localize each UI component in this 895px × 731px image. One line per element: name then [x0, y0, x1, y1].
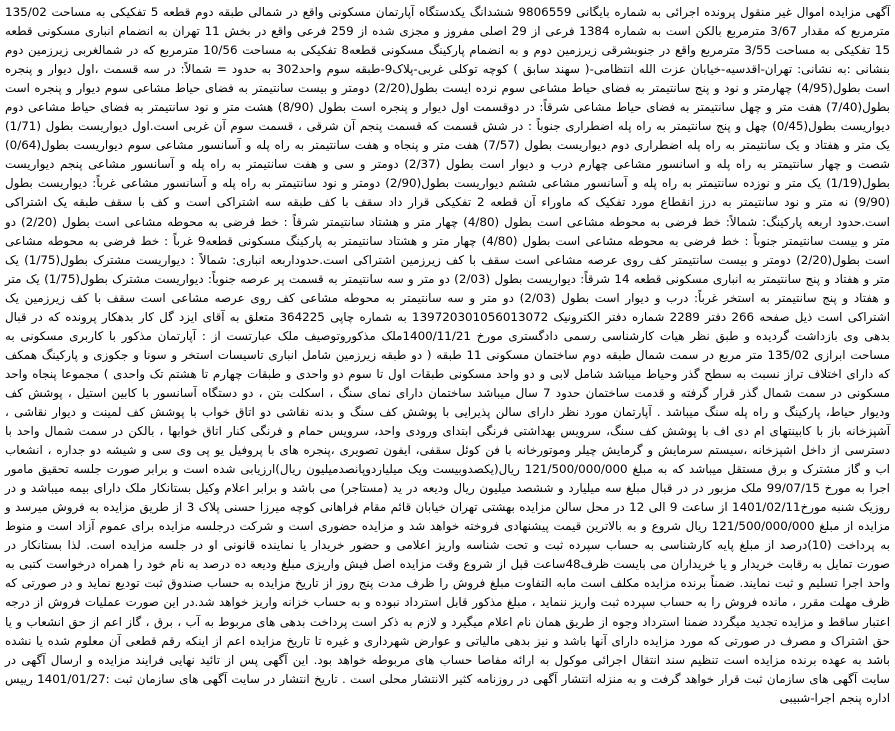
auction-notice-text: آگهی مزایده اموال غیر منقول پرونده اجرائی به شماره بایگانی 9806559 ششدانگ یکدستگاه آپارتمان مسکونی واقع در شمالی طبقه دوم قطعه 5 تفکیکی به مساحت 135/02 مترمربع که مقدار 3/67 مترمربع بالکن است به شماره 1384 فرعی از 29 اصلی مفروز و مجزی شده از 259 فرعی واقع در بخش 11 تهران به انضمام انباری مسکونی قطعه 15 تفکیکی به مساحت 3/55 مترمربع واقع در جنوبشرقی زیرزمین دوم و به انضمام پارکینگ مسکونی قطعه8 تفکیکی به مساحت 10/56 مترمربع که در شمالغربی زیرزمین دوم بنشانی :به نشانی: تهران-اقدسیه-خیابان عزت الله انتظامی-( سهند سابق ) کوچه توکلی غربی-پلاک9-طبقه سوم واحد302 به حدود = شمالاً: در سه قسمت ،اول دیوار و پنجره است بطول(4/95) چهارمتر و نود و پنج سانتیمتر به فضای حیاط مشاعی سوم نرده ایست بطول(2/20) دومتر و بیست سانتیمتر به فضای حیاط مشاعی سوم دیوار و پنجره است بطول(7/40) هفت متر و چهل سانتیمتر به فضای حیاط مشاعی شرقاً: در دوقسمت اول دیوار و پنجره است بطول (8/90) هشت متر و نود سانتیمتر به فضای حیاط مشاعی دوم دیواریست بطول(0/45) چهل و پنج سانتیمتر به راه پله اضطراری جنوباً : در شش قسمت که قسمت پنجم آن شرقی ، قسمت سوم آن غربی است.اول دیواریست بطول (1/71) یک متر و هفتاد و یک سانتیمتر به راه پله اضطراری دوم دیواریست بطول (7/57) هفت متر و پنجاه و هفت سانتیمتر به راه پله و آسانسور مشاعی سوم دیواریست بطول(0/64) شصت و چهار سانتیمتر به راه پله و اسانسور مشاعی چهارم درب و دیوار است بطول (2/37) دومتر و سی و هفت سانتیمتر به راه پله و آسانسور مشاعی پنجم دیواریست بطول(1/19) یک متر و نوزده سانتیمتر به راه پله و آسانسور مشاعی ششم دیواریست بطول(2/90) دومتر و نود سانتیمتر به راه پله و آسانسور مشاعی غرباً: دیواریست بطول (9/90) نه متر و نود سانتیمتر به درز انقطاع مورد تفکیک که ماوراء آن قطعه 2 تفکیکی قرار داد سقف با کف طبقه سه اشتراکی است و کف با سقف طبقه یک اشتراکی است.حدود اربعه پارکینگ: شمالاً: خط فرضی به محوطه مشاعی است بطول (4/80) چهار متر و هشتاد سانتیمتر شرقاً : خط فرضی به محوطه مشاعی است بطول (2/20) دو متر و بیست سانتیمتر جنوباً : خط فرضی به محوطه مشاعی است بطول (4/80) چهار متر و هشتاد سانتیمتر به پارکینگ مسکونی قطعه9 غرباً : خط فرضی به محوطه مشاعی است بطول(2/20) دومتر و بیست سانتیمتر کف روی عرصه مشاعی است سقف با کف زیرزمین اشتراکی است.حدوداربعه انباری: شمالاً : دیواریست مشترک بطول(1/75) یک متر و هفتاد و پنج سانتیمتر به انباری مسکونی قطعه 14 شرقاً: دیواریست بطول (2/03) دو متر و سه سانتیمتر به قسمت پر عرصه جنوباً: دیواریست مشترک بطول(1/75) یک متر و هفتاد و پنج سانتیمتر به استخر غرباً: درب و دیوار است بطول (2/03) دو متر و سه سانتیمتر به محوطه مشاعی کف روی عرصه مشاعی است سقف با کف زیرزمین یک اشتراکی است ذیل صفحه 266 دفتر 2289 شماره دفتر الکترونیک 139720301056013072 به شماره چاپی 364225 متعلق به آقای ایزد گل کار بدهکار پرونده که در قبال بدهی وی بازداشت گردیده و طبق نظر هیات کارشناسی رسمی دادگستری مورخ 1400/11/21ملک مذکوروتوصیف ملک عبارتست از : آپارتمان مذکور با کاربری مسکونی به مساحت ابرازی 135/02 متر مربع در سمت شمال طبقه دوم ساختمان مسکونی 11 طبقه ( دو طبقه زیرزمین شامل انباری تاسیسات استخر و سونا و جکوزی و پارکینگ همکف که دارای اختلاف تراز نسبت به سطح گذر وحیاط میباشد شامل لابی و دو واحد مسکونی طبقات اول تا سوم دو واحدی و طبقات چهارم تا هشتم تک واحدی ) مجموعا پنجاه واحد مسکونی در سمت شمال گذر قرار گرفته و قدمت ساختمان حدود 7 سال میباشد ساختمان دارای نمای سنگ ، اسکلت بتن ، دو دستگاه آسانسور با کابین استیل ، پوشش کف ودیوار حیاط، پارکینگ و راه پله سنگ میباشد . آپارتمان مورد نظر دارای سالن پذیرایی با پوشش کف سنگ و بدنه نقاشی دو اتاق خواب با پوشش کف لمینت و دیوار نقاشی ، آشپزخانه باز با کابینتهای ام دی اف با پوشش کف سنگ، سرویس بهداشتی فرنگی ابتدای ورودی واحد، سرویس حمام و فرنگی کنار اتاق خوابها ، بالکن در سمت شمال واحد با دسترسی از داخل اشپزخانه ،سیستم سرمایش و گرمایش چیلر وموتورخانه با فن کوئل سقفی، ایفون تصویری ،پنجره های با پروفیل یو پی وی سی و شیشه دو جداره ، انشعاب اب و گاز مشترک و برق مستقل میباشد که به مبلغ 121/500/000/000 ریال(یکصدوبیست ویک میلیاردوپانصدمیلیون ریال)ارزیابی شده است و برابر صورت جلسه تحقیق مامور اجرا به مورخ 99/07/15 ملک مزبور در در قبال مبلغ سه میلیارد و ششصد میلیون ریال ودیعه در ید (مستاجر) می باشد و برابر اعلام وکیل بستانکار ملک دارای بیمه میباشد و در روزیک شنبه مورخ1401/02/11 از ساعت 9 الی 12 در محل سالن مزایده بهشتی تهران خیابان قائم مقام فراهانی کوچه میرزا حسنی پلاک 3 از طریق مزایده به فروش میرسد و مزایده از مبلغ 121/500/000/000 ریال شروع و به بالاترین قیمت پیشنهادی فروخته خواهد شد و مزایده حضوری است و شرکت درجلسه مزایده برای عموم آزاد است و منوط به پرداخت (10)درصد از مبلغ پایه کارشناسی به حساب سپرده ثبت و تحت شناسه واریز اعلامی و حضور خریدار یا نماینده قانونی او در جلسه مزایده است. لذا بستانکار در صورت تمایل به رقابت خریدار و یا خریداران می بایست ظرف48ساعت قبل از شروع وقت مزایده اصل فیش واریزی مبلغ ودیعه ده درصد به نام خود را همراه درخواست کتبی به واحد اجرا تسلیم و ثبت نمایند. ضمناً برنده مزایده مکلف است مابه التفاوت مبلغ فروش را ظرف مدت پنج روز از تاریخ مزایده به حساب صندوق ثبت تودیع نماید و در صورتی که ظرف مهلت مقرر ، مانده فروش را به حساب سپرده ثبت واریز ننماید ، مبلغ مذکور قابل استرداد نبوده و به حساب خزانه واریز خواهد شد.در این صورت عملیات فروش از درجه اعتبار ساقط و مزایده تجدید میگردد ضمنا استرداد وجوه از طریق همان نام اعلام میگیرد و لازم به ذکر است پرداخت بدهی های مربوط به آب ، برق ، گاز اعم از حق انشعاب و یا حق اشتراک و مصرف در صورتی که مورد مزایده دارای آنها باشد و نیز بدهی مالیاتی و عوارض شهرداری و غیره تا تاریخ مزایده اعم از اینکه رقم قطعی آن معلوم شده یا نشده باشد به عهده برنده مزایده است تنظیم سند انتقال اجرائی موکول به ارائه مفاصا حساب های مربوطه خواهد بود. این آگهی پس از تائید نهایی فرایند مزایده و ارسال آگهی در سایت آگهی های سازمان ثبت قرار خواهد گرفت و به منزله انتشار آگهی در روزنامه کثیر الانتشار محلی است . تاریخ انتشار در سایت آگهی های سازمان ثبت :1401/01/27 رییس اداره پنجم اجرا-شبیبی [5, 5, 891, 705]
